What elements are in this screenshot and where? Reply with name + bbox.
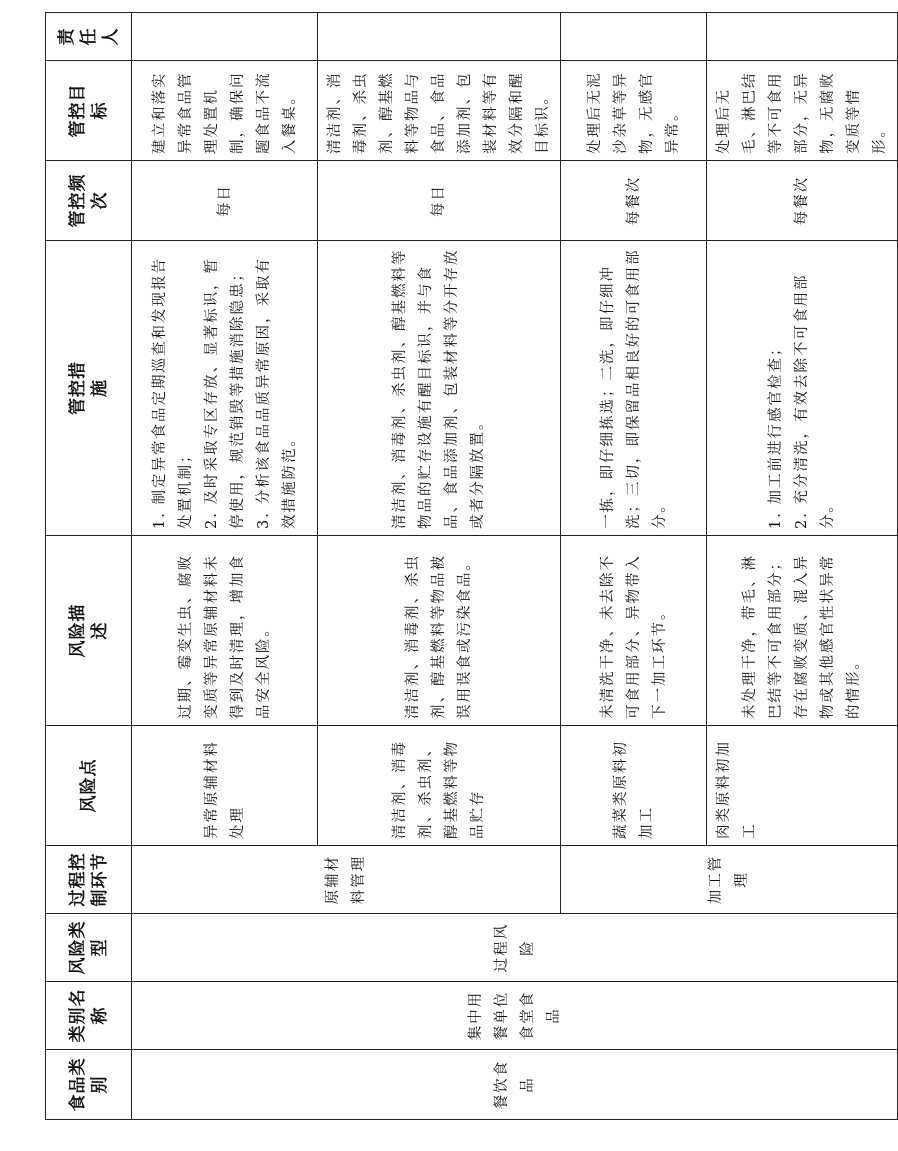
- header-responsible: 责任人: [46, 13, 132, 61]
- header-food-category: 食品类别: [46, 1050, 132, 1120]
- header-risk-type: 风险类型: [46, 914, 132, 982]
- control-target-cell: 处理后无毛、淋巴结等不可食用部分，无异物，无腐败变质等情形。: [707, 61, 898, 161]
- risk-control-table: [45, 12, 898, 1120]
- header-control-measure: 管控措施: [46, 241, 132, 536]
- risk-type-cell: 过程风险: [132, 914, 898, 982]
- responsible-cell: [132, 13, 318, 61]
- food-category-cell: 餐饮食品: [132, 1050, 898, 1120]
- risk-desc-cell: 未清洗干净、未去除不可食用部分、异物带入下一加工环节。: [561, 536, 707, 726]
- measure-item: 一拣，即仔细拣选；二洗，即仔细冲洗；三切，即保留品相良好的可食用部分。: [599, 248, 668, 529]
- measure-item: 1. 制定异常食品定期巡查和发现报告处置机制；: [151, 257, 194, 529]
- header-row: [46, 13, 132, 1120]
- responsible-cell: [561, 13, 707, 61]
- risk-desc-cell: 清洁剂、消毒剂、杀虫剂、醇基燃料等物品被误用误食或污染食品。: [318, 536, 561, 726]
- measure-item: 2. 及时采取专区存放、显著标识，暂停使用，规范销毁等措施消除隐患；: [203, 257, 246, 529]
- control-target-cell: 清洁剂、消毒剂、杀虫剂、醇基燃料等物品与食品、食品添加剂、包装材料等有效分隔和醒目标识。: [318, 61, 561, 161]
- risk-point-cell: 清洁剂、消毒剂、杀虫剂、醇基燃料等物品贮存: [318, 726, 561, 846]
- control-freq-cell: 每日: [318, 161, 561, 241]
- header-process-step: 过程控制环节: [46, 846, 132, 914]
- risk-desc-cell: 过期、霉变生虫、腐败变质等异常原辅材料未得到及时清理，增加食品安全风险。: [132, 536, 318, 726]
- measure-item: 清洁剂、消毒剂、杀虫剂、醇基燃料等物品的贮存设施有醒目标识，并与食品、食品添加剂、包装材料等分开存放或者分隔放置。: [392, 248, 486, 529]
- risk-point-cell: 肉类原料初加工: [707, 726, 898, 846]
- control-measure-cell: [561, 241, 707, 536]
- header-control-target: 管控目标: [46, 61, 132, 161]
- measure-item: 2. 充分清洗，有效去除不可食用部分。: [794, 273, 836, 529]
- header-control-freq: 管控频次: [46, 161, 132, 241]
- rotated-table-container: [45, 27, 888, 1120]
- measure-item: 1. 加工前进行感官检查；: [768, 339, 784, 529]
- process-step-raw-cell: 原辅材料管理: [132, 846, 561, 914]
- risk-desc-cell: 未处理干净，带毛、淋巴结等不可食用部分；存在腐败变质、混入异物或其他感官性状异常的情形。: [707, 536, 898, 726]
- header-class-name: 类别名称: [46, 982, 132, 1050]
- process-step-processing-cell: 加工管理: [561, 846, 898, 914]
- control-target-cell: 建立和落实异常食品管理处置机制，确保问题食品不流入餐桌。: [132, 61, 318, 161]
- control-freq-cell: 每餐次: [707, 161, 898, 241]
- control-measure-cell: [318, 241, 561, 536]
- table-row: [132, 13, 318, 1120]
- control-measure-cell: [132, 241, 318, 536]
- header-risk-desc: 风险描述: [46, 536, 132, 726]
- control-freq-cell: 每日: [132, 161, 318, 241]
- responsible-cell: [318, 13, 561, 61]
- header-risk-point: 风险点: [46, 726, 132, 846]
- control-target-cell: 处理后无泥沙杂草等异物，无感官异常。: [561, 61, 707, 161]
- control-measure-cell: [707, 241, 898, 536]
- class-name-cell: 集中用餐单位食堂食品: [132, 982, 898, 1050]
- responsible-cell: [707, 13, 898, 61]
- control-freq-cell: 每餐次: [561, 161, 707, 241]
- risk-point-cell: 异常原辅材料处理: [132, 726, 318, 846]
- risk-point-cell: 蔬菜类原料初加工: [561, 726, 707, 846]
- measure-item: 3. 分析该食品品质异常原因，采取有效措施防范。: [255, 257, 298, 529]
